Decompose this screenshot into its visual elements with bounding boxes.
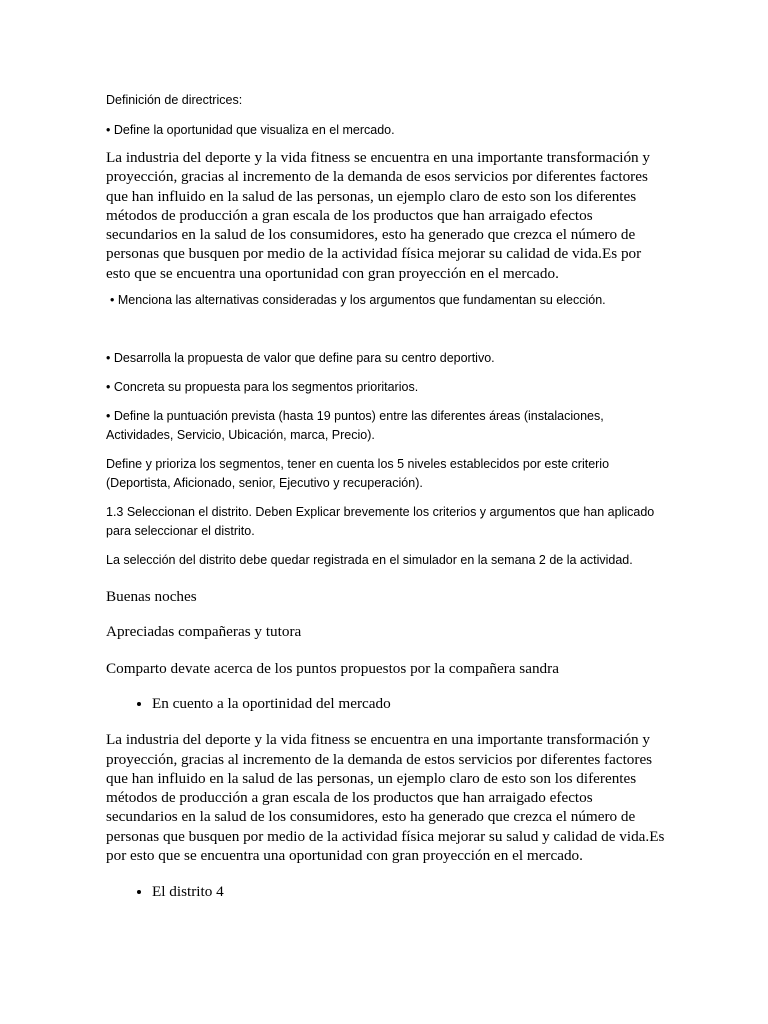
paragraph-industry-2: La industria del deporte y la vida fitness se encuentra en una importante transformación y proyección, gracias al incremento de la demanda de estos servicios por diferentes factores que han influido en la salud de las personas, un ejemplo claro de esto son los diferentes métodos de producción a gran escala de los productos que han arraigado efectos secundarios en la salud de los consumidores, esto ha generado que crezca el número de personas que busquen por medio de la actividad física mejorar su salud y calidad de vida.Es por esto que se encuentra una oportunidad con gran proyección en el mercado. [106, 731, 665, 865]
bullet-opportunity: • Define la oportunidad que visualiza en el mercado. [106, 123, 395, 137]
bullet-value-proposition: • Desarrolla la propuesta de valor que define para su centro deportivo. [106, 351, 495, 366]
prioritize-segments-text: Define y prioriza los segmentos, tener en cuenta los 5 niveles establecidos por este criterio (Deportista, Aficionado, senior, Ejecutivo y recuperación). [106, 457, 610, 491]
bullet-score: • Define la puntuación prevista (hasta 19 puntos) entre las diferentes áreas (instalaciones, Actividades, Servicio, Ubicación, marca, Precio). [106, 409, 604, 443]
market-list [106, 694, 668, 713]
bullet-segments: • Concreta su propuesta para los segmentos prioritarios. [106, 380, 419, 395]
greeting: Buenas noches [106, 588, 197, 606]
intro-text: Comparto devate acerca de los puntos propuestos por la compañera sandra [106, 659, 559, 677]
district-select-text: 1.3 Seleccionan el distrito. Deben Explicar brevemente los criterios y argumentos que han aplicado para seleccionar el distrito. [106, 505, 655, 539]
list-item-district: • El distrito 4 [152, 882, 668, 901]
bullet-alternatives: • Menciona las alternativas consideradas y los argumentos que fundamentan su elección. [110, 293, 606, 308]
paragraph-industry-1: La industria del deporte y la vida fitness se encuentra en una importante transformación y proyección, gracias al incremento de la demanda de esos servicios por diferentes factores que han influido en la salud de las personas, un ejemplo claro de esto son los diferentes métodos de producción a gran escala de los productos que han arraigado efectos secundarios en la salud de los consumidores, esto ha generado que crezca el número de personas que busquen por medio de la actividad física mejorar su calidad de vida.Es por esto que se encuentra una oportunidad con gran proyección en el mercado. [106, 149, 651, 282]
list-item-market: • En cuento a la oportinidad del mercado [152, 694, 668, 713]
district-registration-text: La selección del distrito debe quedar registrada en el simulador en la semana 2 de la actividad. [106, 553, 633, 568]
district-list [106, 882, 668, 901]
salutation: Apreciadas compañeras y tutora [106, 623, 302, 641]
section-heading: Definición de directrices: [106, 93, 243, 107]
